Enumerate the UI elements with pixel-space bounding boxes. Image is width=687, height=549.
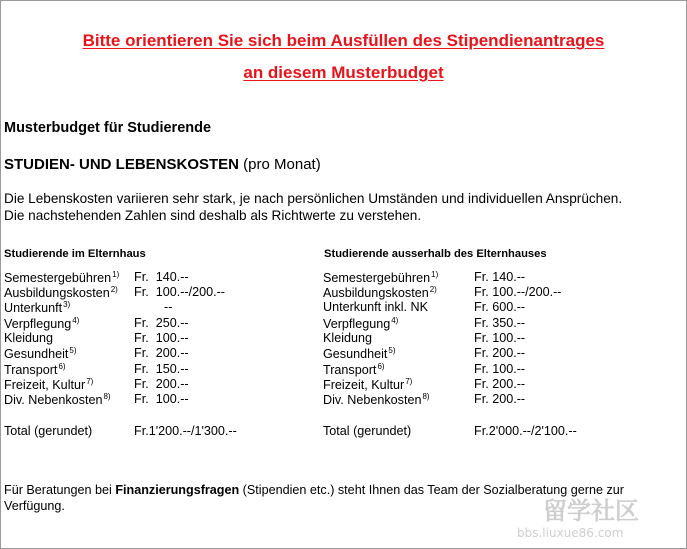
- watermark-url: bbs.liuxue86.com: [517, 526, 624, 540]
- right-row-value: Fr. 200.--: [474, 346, 526, 360]
- footer-pre: Für Beratungen bei: [4, 483, 116, 497]
- footer-line-2: Verfügung.: [4, 499, 65, 513]
- footnote-marker: 1): [112, 270, 120, 279]
- row-label-text: Gesundheit: [4, 347, 69, 361]
- footer-bold: Finanzierungsfragen: [115, 483, 240, 497]
- right-row-label: [323, 316, 398, 331]
- footnote-marker: 4): [391, 316, 399, 325]
- right-total-label: Total (gerundet): [323, 424, 412, 438]
- left-row-label: [4, 377, 93, 392]
- intro-line-2: Die nachstehenden Zahlen sind deshalb als Richtwerte zu verstehen.: [4, 208, 422, 223]
- row-label-text: Unterkunft inkl. NK: [323, 300, 428, 314]
- left-total-label: Total (gerundet): [4, 424, 93, 438]
- right-row-value: Fr. 600.--: [474, 300, 526, 314]
- footnote-marker: 4): [72, 316, 80, 325]
- right-total-value: Fr.2'000.--/2'100.--: [474, 424, 577, 438]
- footnote-marker: 3): [63, 300, 71, 309]
- right-row-label: [323, 285, 437, 300]
- left-column-heading: Studierende im Elternhaus: [4, 248, 146, 260]
- footnote-marker: 6): [377, 362, 385, 371]
- right-row-label: [323, 331, 372, 345]
- left-row-value: Fr. 250.--: [134, 316, 189, 330]
- left-row-label: [4, 300, 70, 315]
- watermark-logo: [509, 489, 679, 541]
- intro-line-1: Die Lebenskosten variieren sehr stark, je nach persönlichen Umständen und individuellen Ansprüchen.: [4, 191, 623, 206]
- row-label-text: Semestergebühren: [4, 271, 112, 285]
- row-label-text: Kleidung: [323, 331, 373, 345]
- row-label-text: Ausbildungskosten: [323, 286, 429, 300]
- left-row-value: --: [164, 300, 173, 314]
- right-row-label: [323, 270, 438, 285]
- right-row-label: [323, 377, 412, 392]
- row-label-text: Transport: [4, 363, 58, 377]
- header-line-2: an diesem Musterbudget: [243, 63, 444, 82]
- left-row-label: [4, 392, 111, 407]
- left-row-value: Fr. 100.--: [134, 392, 189, 406]
- right-row-value: Fr. 100.--/200.--: [474, 285, 562, 299]
- left-row-value: Fr. 200.--: [134, 346, 189, 360]
- right-column-heading: Studierende ausserhalb des Elternhauses: [324, 248, 547, 260]
- footnote-marker: 5): [69, 346, 77, 355]
- footnote-marker: 7): [86, 377, 94, 386]
- right-row-value: Fr. 100.--: [474, 362, 526, 376]
- left-row-label: [4, 362, 66, 377]
- footnote-marker: 1): [431, 270, 439, 279]
- left-row-value: Fr. 100.--/200.--: [134, 285, 225, 299]
- footnote-marker: 7): [405, 377, 413, 386]
- right-row-label: [323, 300, 428, 314]
- header-line-1: Bitte orientieren Sie sich beim Ausfüllen des Stipendienantrages: [82, 31, 605, 50]
- left-row-value: Fr. 150.--: [134, 362, 189, 376]
- row-label-text: Verpflegung: [4, 317, 72, 331]
- right-row-value: Fr. 350.--: [474, 316, 526, 330]
- intro-paragraph: [4, 190, 684, 224]
- right-row-value: Fr. 200.--: [474, 377, 526, 391]
- row-label-text: Freizeit, Kultur: [4, 378, 86, 392]
- left-row-label: [4, 270, 119, 285]
- left-row-label: [4, 331, 53, 345]
- footnote-marker: 8): [103, 392, 111, 401]
- footnote-marker: 6): [58, 362, 66, 371]
- footnote-marker: 8): [422, 392, 430, 401]
- row-label-text: Kleidung: [4, 331, 54, 345]
- row-label-text: Ausbildungskosten: [4, 286, 110, 300]
- footnote-marker: 2): [110, 285, 118, 294]
- footer-post: (Stipendien etc.) steht Ihnen das Team der Sozialberatung gerne zur: [239, 483, 624, 497]
- right-row-value: Fr. 200.--: [474, 392, 526, 406]
- section-heading-bold: STUDIEN- UND LEBENSKOSTEN: [4, 156, 240, 173]
- row-label-text: Freizeit, Kultur: [323, 378, 405, 392]
- left-row-label: [4, 285, 118, 300]
- watermark-text: 留学社区: [543, 497, 639, 525]
- row-label-text: Div. Nebenkosten: [323, 393, 422, 407]
- left-row-value: Fr. 140.--: [134, 270, 189, 284]
- row-label-text: Gesundheit: [323, 347, 388, 361]
- left-row-value: Fr. 100.--: [134, 331, 189, 345]
- row-label-text: Transport: [323, 363, 377, 377]
- row-label-text: Semestergebühren: [323, 271, 431, 285]
- section-heading-suffix: (pro Monat): [239, 156, 321, 173]
- left-row-label: [4, 346, 77, 361]
- row-label-text: Verpflegung: [323, 317, 391, 331]
- left-row-value: Fr. 200.--: [134, 377, 189, 391]
- row-label-text: Div. Nebenkosten: [4, 393, 103, 407]
- right-row-label: [323, 392, 430, 407]
- right-row-value: Fr. 140.--: [474, 270, 526, 284]
- row-label-text: Unterkunft: [4, 301, 63, 315]
- right-row-label: [323, 362, 385, 377]
- right-row-value: Fr. 100.--: [474, 331, 526, 345]
- left-row-label: [4, 316, 79, 331]
- section-heading: [4, 156, 321, 173]
- document-title: Musterbudget für Studierende: [4, 120, 212, 136]
- footnote-marker: 5): [388, 346, 396, 355]
- right-row-label: [323, 346, 396, 361]
- footnote-marker: 2): [429, 285, 437, 294]
- left-total-value: Fr.1'200.--/1'300.--: [134, 424, 237, 438]
